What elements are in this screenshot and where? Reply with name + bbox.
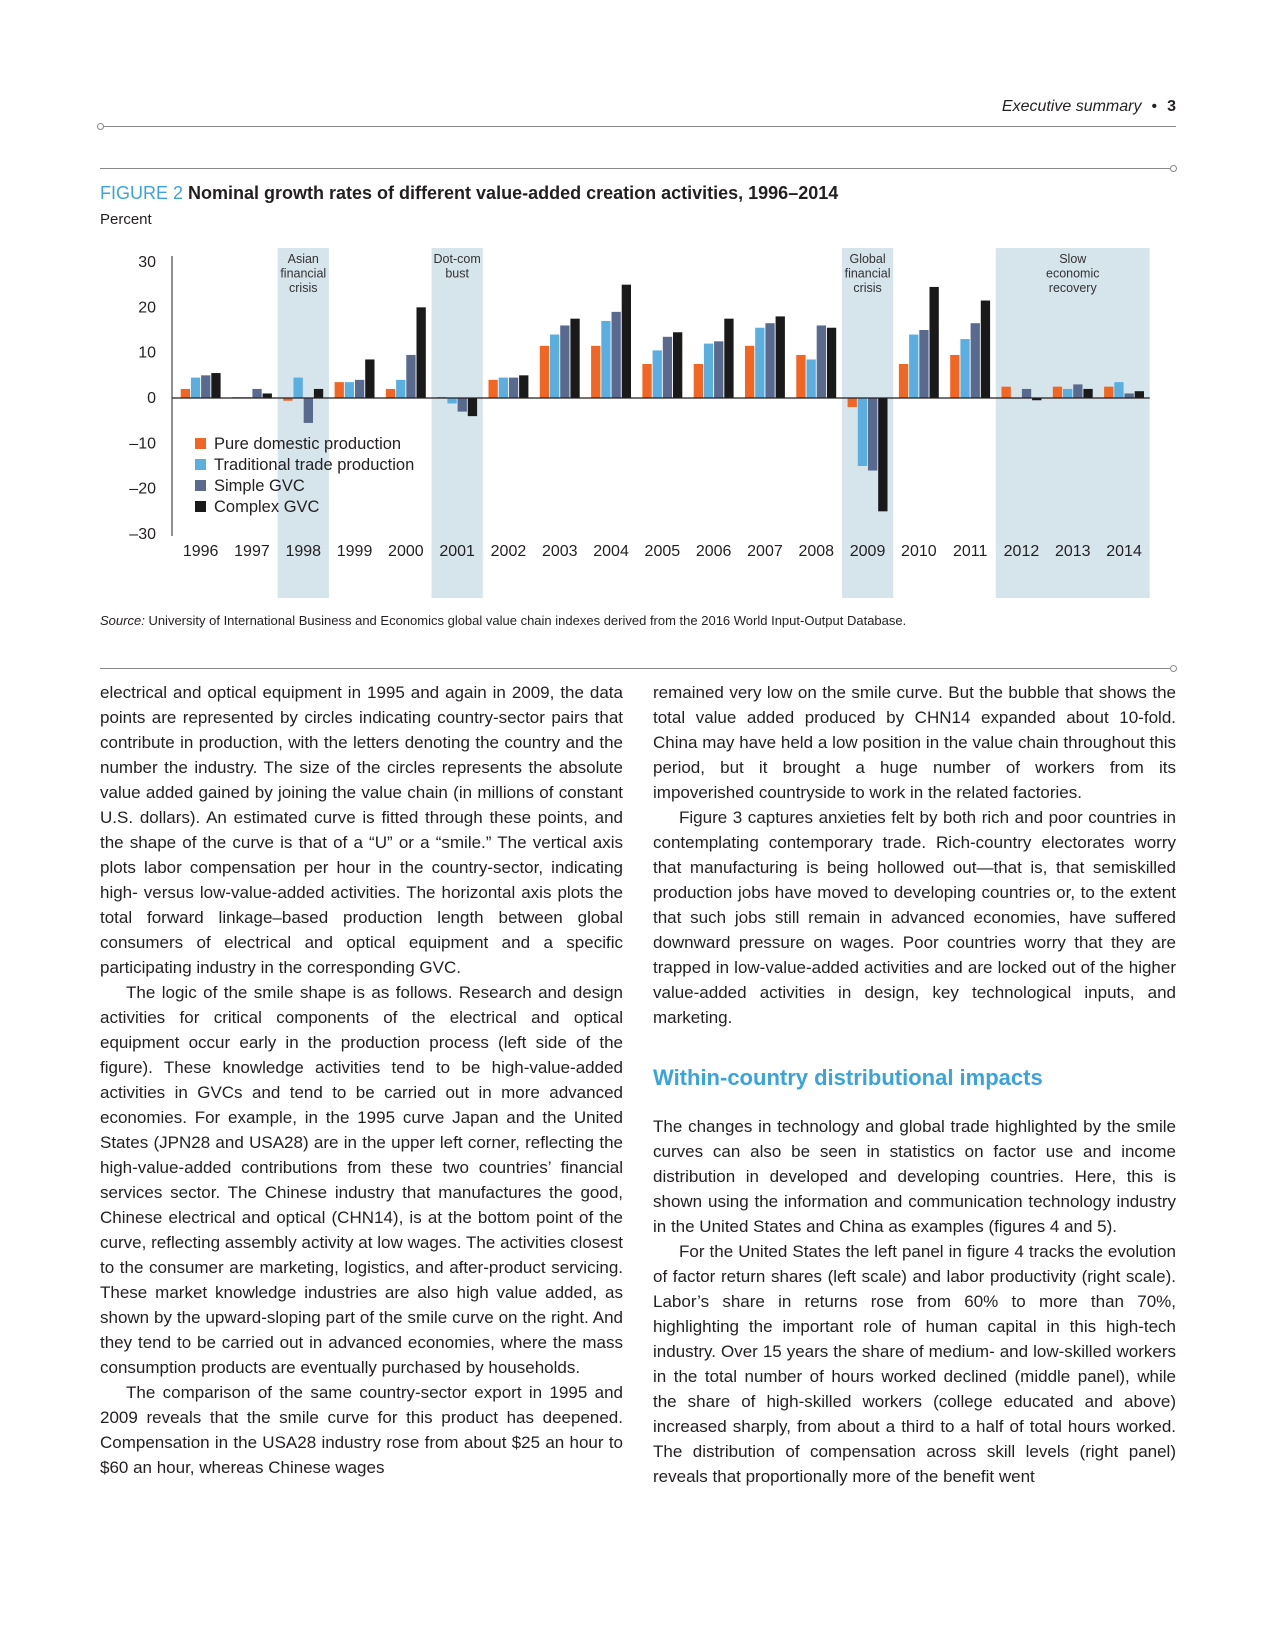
x-tick-label: 2011 [952, 543, 988, 560]
running-header [100, 98, 1176, 116]
bar [550, 335, 559, 398]
y-tick-label: 0 [147, 390, 156, 407]
bar [899, 364, 908, 398]
x-tick-label: 2000 [388, 543, 424, 560]
bar [971, 323, 980, 398]
bar [499, 378, 508, 398]
bar [817, 325, 826, 398]
bar [1114, 382, 1123, 398]
bar [930, 287, 939, 398]
figure-source [100, 613, 906, 628]
bar [909, 335, 918, 398]
paragraph: remained very low on the smile curve. But the bubble that shows the total value added produced by CHN14 expanded about 10-fold. China may have held a low position in the value chain throughout this period, but it brought a huge number of workers from its impoverished countryside to work in the related factories. [653, 683, 1176, 802]
left-column [100, 680, 623, 1480]
x-tick-label: 2013 [1054, 543, 1091, 560]
x-tick-label: 2008 [798, 543, 835, 560]
bar [335, 382, 344, 398]
bar-chart [100, 248, 1150, 600]
x-tick-label: 2001 [439, 543, 475, 560]
bar [827, 328, 836, 398]
page-number: 3 [1167, 98, 1176, 115]
bar [673, 332, 682, 398]
shaded-period-label: Slow economic recovery [1046, 252, 1100, 295]
bar [201, 375, 210, 398]
bar [468, 398, 477, 416]
bar [1104, 387, 1113, 398]
bar [919, 330, 928, 398]
y-tick-label: 20 [138, 299, 156, 317]
bar [191, 378, 200, 398]
bar [489, 380, 498, 398]
shaded-period-label: Dot-com bust [433, 252, 481, 281]
x-tick-label: 2006 [695, 543, 732, 560]
bar [653, 350, 662, 398]
bar [765, 323, 774, 398]
right-column [653, 680, 1176, 1489]
y-tick-label: –30 [129, 526, 156, 543]
bar [796, 355, 805, 398]
bar [1053, 387, 1062, 398]
paragraph: Figure 3 captures anxieties felt by both rich and poor countries in contemplating contemporary trade. Rich-country electorates worry that manufacturing is being hollowed out—that is, that semiskilled production jobs have moved to developing countries or, to the extent that such jobs still remain in advanced economies, have suffered downward pressure on wages. Poor countries worry that they are trapped in low-value-added activities and are locked out of the higher value-added activities in design, key technological inputs, and marketing. [653, 808, 1176, 1027]
bar [447, 398, 456, 403]
bar [807, 359, 816, 398]
paragraph: electrical and optical equipment in 1995 and again in 2009, the data points are represented by circles indicating country-sector pairs that contribute in production, with the letters denoting the country and the number the industry. The size of the circles represents the absolute value added gained by joining the value chain (in millions of constant U.S. dollars). An estimated curve is fitted through these points, and the shape of the curve is that of a “U” or a “smile.” The vertical axis plots labor compensation per hour in the country-sector, indicating high- versus low-value-added activities. The horizontal axis plots the total forward linkage–based production length between global consumers of electrical and optical equipment and a specific participating industry in the corresponding GVC. [100, 683, 623, 977]
legend-swatch [195, 459, 206, 470]
x-tick-label: 2014 [1106, 543, 1142, 560]
bar [540, 346, 549, 398]
x-tick-label: 1999 [336, 543, 373, 560]
y-tick-label: –10 [129, 435, 156, 453]
figure-label: FIGURE 2 [100, 183, 184, 203]
legend-label: Simple GVC [214, 477, 305, 495]
bar [509, 378, 518, 398]
x-tick-label: 1998 [285, 543, 322, 560]
bar [694, 364, 703, 398]
x-tick-label: 2010 [901, 543, 937, 560]
bar [181, 389, 190, 398]
x-tick-label: 2009 [849, 543, 886, 560]
bar [345, 382, 354, 398]
figure-top-rule [100, 168, 1170, 169]
bar [211, 373, 220, 398]
bar [950, 355, 959, 398]
bar [396, 380, 405, 398]
bar [365, 359, 374, 398]
figure-bottom-rule-dot [1170, 665, 1177, 672]
x-tick-label: 1996 [182, 543, 219, 560]
bar [519, 375, 528, 398]
bar [704, 344, 713, 398]
legend-label: Traditional trade production [214, 456, 415, 474]
paragraph: The changes in technology and global trade highlighted by the smile curves can also be seen in statistics on factor use and income distribution in developed and developing countries. Here, this is shown using the information and communication technology industry in the United States and China as examples (figures 4 and 5). [653, 1117, 1176, 1236]
bar [304, 398, 313, 423]
shaded-period-label: Asian financial crisis [280, 252, 327, 295]
bar [755, 328, 764, 398]
bar [848, 398, 857, 407]
legend-swatch [195, 438, 206, 449]
y-tick-label: –20 [129, 480, 156, 498]
x-tick-label: 2005 [644, 543, 681, 560]
header-rule [103, 126, 1176, 127]
bar [601, 321, 610, 398]
bar [406, 355, 415, 398]
source-prefix: Source: [100, 613, 145, 628]
paragraph: The comparison of the same country-sector export in 1995 and 2009 reveals that the smile curve for this product has deepened. Compensation in the USA28 industry rose from about $25 an hour to $60 an hour, whereas Chinese wages [100, 1383, 623, 1477]
figure-title-text: Nominal growth rates of different value-added creation activities, 1996–2014 [188, 183, 839, 203]
x-tick-label: 2002 [490, 543, 527, 560]
bar [1073, 384, 1082, 398]
bar [570, 319, 579, 398]
legend-label: Complex GVC [214, 498, 320, 516]
figure-unit: Percent [100, 211, 152, 228]
bar [417, 307, 426, 398]
paragraph: The logic of the smile shape is as follows. Research and design activities for critical components of the electrical and optical equipment occur early in the production process (left side of the figure). These knowledge activities tend to be high-value-added activities in GVCs and tend to be carried out in more advanced economies. For example, in the 1995 curve Japan and the United States (JPN28 and USA28) are in the upper left corner, reflecting the high-value-added contributions from these two countries’ financial services sector. The Chinese industry that manufactures the good, Chinese electrical and optical (CHN14), is at the bottom point of the curve, reflecting assembly activity at low wages. The activities closest to the consumer are marketing, logistics, and after-product servicing. These market knowledge industries are also high value added, as shown by the upward-sloping part of the smile curve on the right. And they tend to be carried out in advanced economies, where the mass consumption products are eventually purchased by households. [100, 983, 623, 1377]
bar [314, 389, 323, 398]
bar [1083, 389, 1092, 398]
source-text: University of International Business and Economics global value chain indexes derived from the 2016 World Input-Output Database. [148, 613, 907, 628]
bar [878, 398, 887, 511]
legend-swatch [195, 480, 206, 491]
legend-label: Pure domestic production [214, 435, 402, 453]
figure-top-rule-dot [1170, 165, 1177, 172]
bar [386, 389, 395, 398]
header-bullet: • [1151, 98, 1158, 115]
bar [714, 341, 723, 398]
bar [560, 325, 569, 398]
y-tick-label: 10 [138, 344, 156, 362]
bar [1125, 393, 1134, 398]
bar [252, 389, 261, 398]
bar [1022, 389, 1031, 398]
x-tick-label: 2003 [541, 543, 578, 560]
bar [355, 380, 364, 398]
bar [642, 364, 651, 398]
section-heading: Within-country distributional impacts [653, 1065, 1043, 1090]
bar [458, 398, 467, 412]
paragraph: For the United States the left panel in figure 4 tracks the evolution of factor return shares (left scale) and labor productivity (right scale). Labor’s share in returns rose from 60% to more than 70%, highlighting the important role of human capital in this high-tech industry. Over 15 years the share of medium- and low-skilled workers in the total number of hours worked declined (middle panel), while the share of high-skilled workers (college educated and above) increased sharply, from about a third to a half of total hours worked. The distribution of compensation across skill levels (right panel) reveals that proportionally more of the benefit went [653, 1242, 1176, 1486]
figure-title [100, 183, 838, 204]
section-name: Executive summary [1001, 98, 1142, 115]
legend-swatch [195, 501, 206, 512]
x-tick-label: 2012 [1003, 543, 1040, 560]
bar [263, 393, 272, 398]
figure-bottom-rule [100, 668, 1170, 669]
bar [776, 316, 785, 398]
x-tick-label: 2007 [747, 543, 783, 560]
bar [724, 319, 733, 398]
x-tick-label: 1997 [234, 543, 270, 560]
bar [981, 301, 990, 398]
bar [960, 339, 969, 398]
bar [868, 398, 877, 471]
bar [745, 346, 754, 398]
bar [1063, 389, 1072, 398]
bar [858, 398, 867, 466]
y-tick-label: 30 [138, 254, 156, 271]
bar [663, 337, 672, 398]
bar [1002, 387, 1011, 398]
bar [591, 346, 600, 398]
shaded-period-label: Global financial crisis [844, 252, 891, 295]
bar [622, 285, 631, 398]
bar [1135, 391, 1144, 398]
x-tick-label: 2004 [593, 543, 629, 560]
bar [612, 312, 621, 398]
bar [294, 378, 303, 398]
